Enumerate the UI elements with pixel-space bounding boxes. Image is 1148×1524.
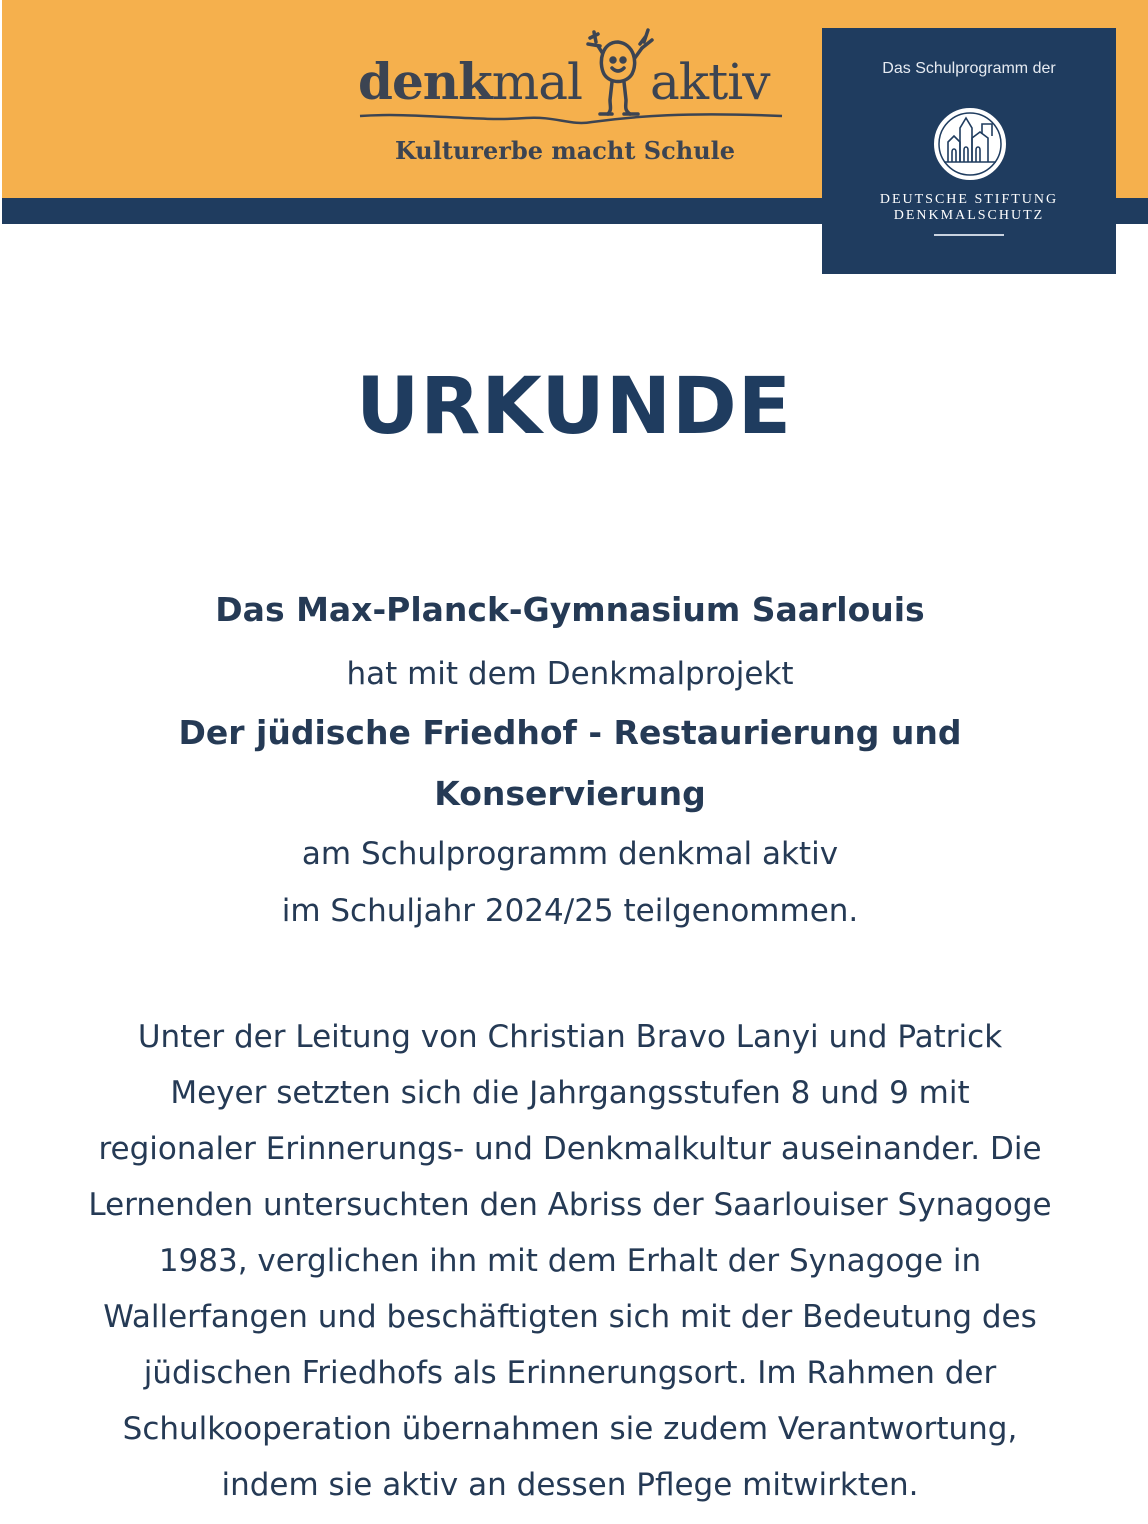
partner-name: DEUTSCHE STIFTUNG DENKMALSCHUTZ	[879, 192, 1059, 223]
intro-text: hat mit dem Denkmalprojekt	[346, 656, 794, 692]
participation-line-1: am Schulprogramm denkmal aktiv	[301, 836, 839, 872]
description-line-8: Schulkooperation übernahmen sie zudem Verantwortung,	[122, 1411, 1018, 1447]
project-title-line-1: Der jüdische Friedhof - Restaurierung und	[178, 713, 962, 752]
logo-underline-squiggle	[356, 108, 786, 130]
logo-tagline: Kulturerbe macht Schule	[394, 136, 736, 165]
description-line-5: 1983, verglichen ihn mit dem Erhalt der Synagoge in	[158, 1243, 982, 1279]
logo-aktiv: aktiv	[650, 53, 770, 111]
partner-divider	[934, 234, 1004, 236]
project-title-line-2: Konservierung	[434, 774, 706, 813]
participation-line-2: im Schuljahr 2024/25 teilgenommen.	[281, 893, 859, 929]
school-name: Das Max-Planck-Gymnasium Saarlouis	[215, 590, 925, 629]
logo-denkmal: denkmal	[358, 52, 582, 111]
description-line-1: Unter der Leitung von Christian Bravo Lanyi und Patrick	[137, 1019, 1003, 1055]
document-title: URKUNDE	[355, 362, 793, 452]
partner-caption: Das Schulprogramm der	[882, 60, 1056, 77]
church-emblem-icon	[932, 106, 1008, 182]
partner-logo-box	[822, 28, 1116, 274]
description-line-7: jüdischen Friedhofs als Erinnerungsort. Im Rahmen der	[143, 1355, 997, 1391]
description-line-4: Lernenden untersuchten den Abriss der Saarlouiser Synagoge	[88, 1187, 1052, 1223]
description-line-3: regionaler Erinnerungs- und Denkmalkultur auseinander. Die	[98, 1131, 1042, 1167]
description-line-2: Meyer setzten sich die Jahrgangsstufen 8 und 9 mit	[170, 1075, 970, 1111]
description-line-9: indem sie aktiv an dessen Pflege mitwirkten.	[221, 1467, 919, 1503]
description-line-6: Wallerfangen und beschäftigten sich mit der Bedeutung des	[103, 1299, 1037, 1335]
